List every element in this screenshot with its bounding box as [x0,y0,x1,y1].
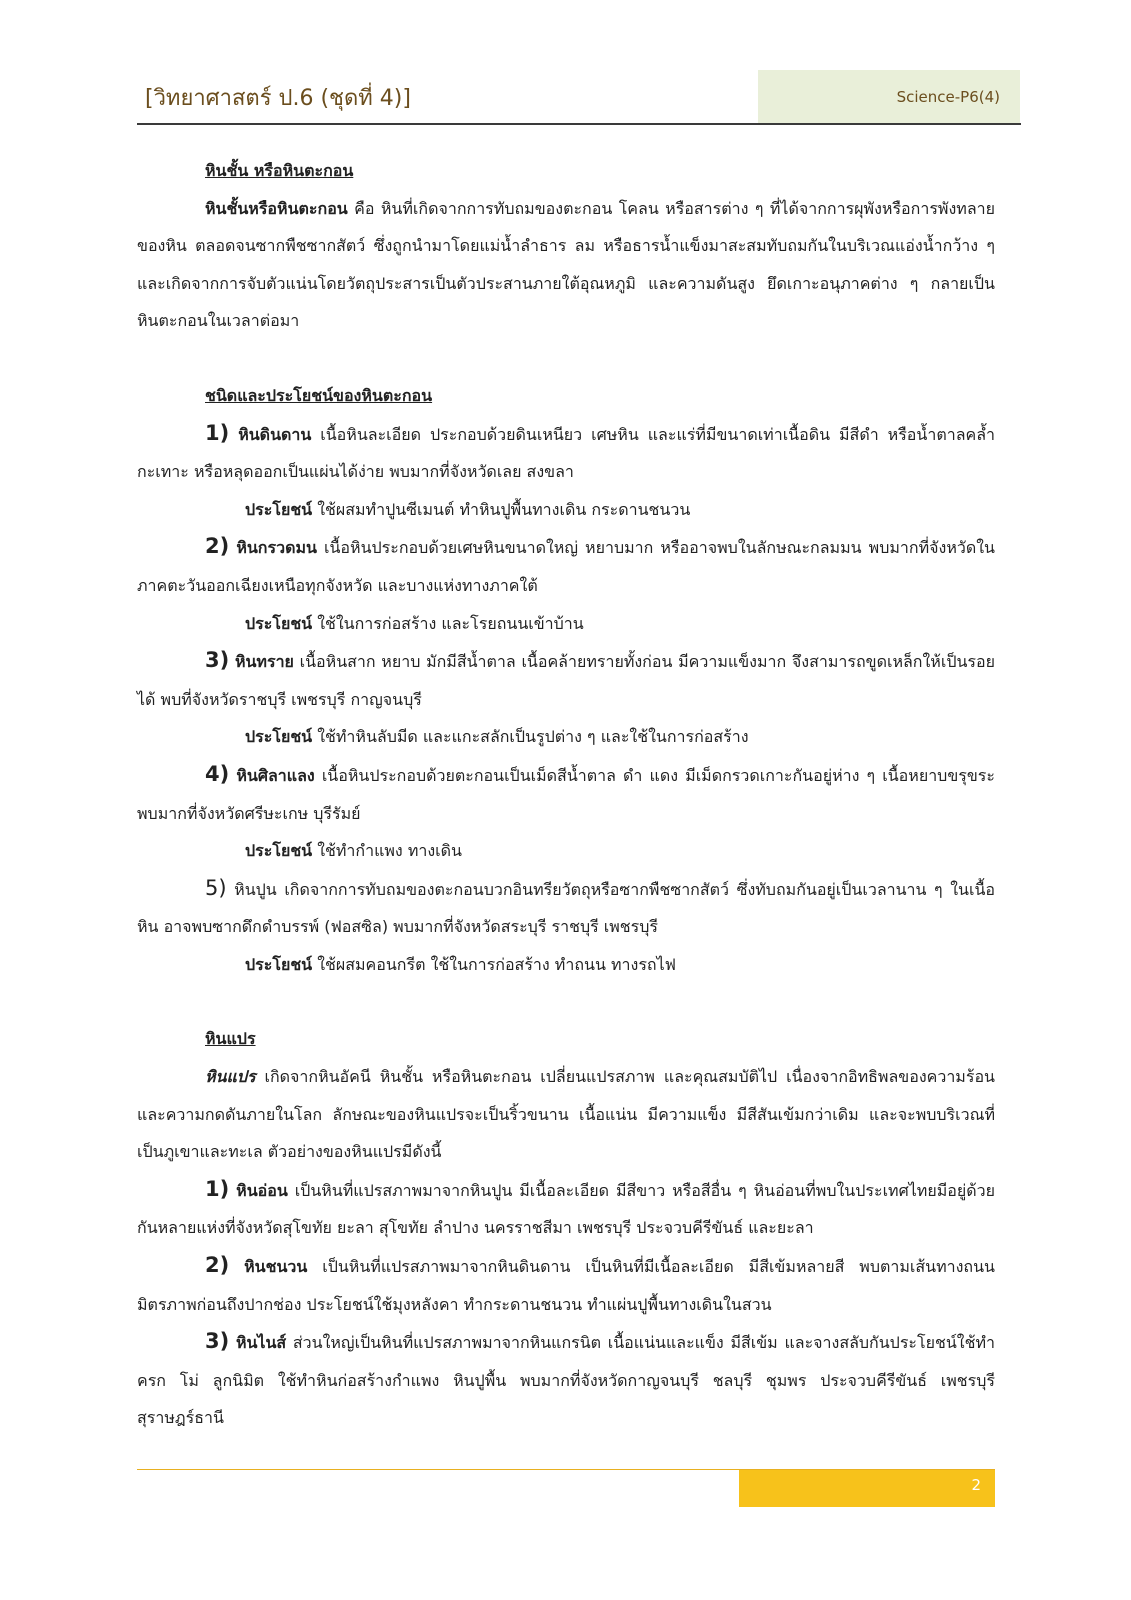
header-divider [137,123,1021,125]
list-item: 2) หินกรวดมน เนื้อหินประกอบด้วยเศษหินขนาดใหญ่ หยาบมาก หรืออาจพบในลักษณะกลมมน พบมากที่จังหวัดในภาคตะวันออกเฉียงเหนือทุกจังหวัด และบางแห่งทางภาคใต้ [137,534,995,595]
document-code: Science-P6(4) [896,88,1000,106]
list-item: 5) หินปูน เกิดจากการทับถมของตะกอนบวกอินทรียวัตถุหรือซากพืชซากสัตว์ ซึ่งทับถมกันอยู่เป็นเวลานาน ๆ ในเนื้อหิน อาจพบซากดึกดำบรรพ์ (ฟอสซิล) พบมากที่จังหวัดสระบุรี ราชบุรี เพชรบุรี [137,875,995,937]
paragraph-metamorphic: หินแปร เกิดจากหินอัคนี หินชั้น หรือหินตะกอน เปลี่ยนแปรสภาพ และคุณสมบัติไป เนื่องจากอิทธิพลของความร้อนและความกดดันภายในโลก ลักษณะของหินแปรจะเป็นริ้วขนาน เนื้อแน่น มีความแข็ง มีสีสันเข้มกว่าเดิม และจะพบบริเวณที่เป็นภูเขาและทะเล ตัวอย่างของหินแปรมีดังนี้ [137,1067,995,1162]
list-item: 1) หินดินดาน เนื้อหินละเอียด ประกอบด้วยดินเหนียว เศษหิน และแร่ที่มีขนาดเท่าเนื้อดิน มีสีดำ หรือน้ำตาลคล้ำ กะเทาะ หรือหลุดออกเป็นแผ่นได้ง่าย พบมากที่จังหวัดเลย สงขลา [137,420,995,482]
term-sedimentary: หินชั้นหรือหินตะกอน [205,198,348,218]
term-metamorphic: หินแปร [205,1067,256,1087]
rock-name: หินชนวน [244,1257,308,1277]
page-number: 2 [971,1476,981,1494]
rock-name: หินดินดาน [238,424,312,444]
list-item: 2) หินชนวน เป็นหินที่แปรสภาพมาจากหินดินดาน เป็นหินที่มีเนื้อละเอียด มีสีเข้มหลายสี พบตามเส้นทางถนนมิตรภาพก่อนถึงปากช่อง ประโยชน์ใช้มุงหลังคา ทำกระดานชนวน ทำแผ่นปูพื้นทางเดินในสวน [137,1253,995,1314]
paragraph-sedimentary [137,190,995,340]
list-item: 4) หินศิลาแลง เนื้อหินประกอบด้วยตะกอนเป็นเม็ดสีน้ำตาล ดำ แดง มีเม็ดกรวดเกาะกันอยู่ห่าง ๆ เนื้อหยาบขรุขระ พบมากที่จังหวัดศรีษะเกษ บุรีรัมย์ [137,761,995,823]
section-heading-metamorphic: หินแปร [205,1029,256,1049]
header-code-box [758,70,1020,123]
section-heading-sedimentary: หินชั้น หรือหินตะกอน [205,161,354,180]
rock-name: หินไนส์ [235,1333,287,1353]
footer-page-box [739,1470,995,1507]
list-item: 1) หินอ่อน เป็นหินที่แปรสภาพมาจากหินปูน มีเนื้อละเอียด มีสีขาว หรือสีอื่น ๆ หินอ่อนที่พบในประเทศไทยมีอยู่ด้วยกันหลายแห่งที่จังหวัดสุโขทัย ยะลา สุโขทัย ลำปาง นครราชสีมา เพชรบุรี ประจวบคีรีขันธ์ และยะลา [137,1176,995,1238]
use-line: ประโยชน์ ใช้ทำหินลับมีด และแกะสลักเป็นรูปต่าง ๆ และใช้ในการก่อสร้าง [245,727,749,747]
list-item: 3) หินไนส์ ส่วนใหญ่เป็นหินที่แปรสภาพมาจากหินแกรนิต เนื้อแน่นและแข็ง มีสีเข้ม และจางสลับกันประโยชน์ใช้ทำครก โม่ ลูกนิมิต ใช้ทำหินก่อสร้างกำแพง หินปูพื้น พบมากที่จังหวัดกาญจนบุรี ชลบุรี ชุมพร ประจวบคีรีขันธ์ เพชรบุรี สุราษฎร์ธานี [137,1329,995,1428]
text-sedimentary: คือ หินที่เกิดจากการทับถมของตะกอน โคลน หรือสารต่าง ๆ ที่ได้จากการผุพังหรือการพังทลายของหิน ตลอดจนซากพืชซากสัตว์ ซึ่งถูกนำมาโดยแม่น้ำลำธาร ลม หรือธารน้ำแข็งมาสะสมทับถมกันในบริเวณแอ่งน้ำกว้าง ๆ และเกิดจากการจับตัวแน่นโดยวัตถุประสารเป็นตัวประสานภายใต้อุณหภูมิ และความดันสูง ยึดเกาะอนุภาคต่าง ๆ กลายเป็นหินตะกอนในเวลาต่อมา [137,198,995,331]
use-line: ประโยชน์ ใช้ในการก่อสร้าง และโรยถนนเข้าบ้าน [245,613,584,633]
rock-name: หินศิลาแลง [236,765,315,785]
section-heading-types-uses: ชนิดและประโยชน์ของหินตะกอน [205,385,433,405]
use-line: ประโยชน์ ใช้ทำกำแพง ทางเดิน [245,841,462,861]
document-title: [วิทยาศาสตร์ ป.6 (ชุดที่ 4)] [145,86,411,111]
list-item: 3) หินทราย เนื้อหินสาก หยาบ มักมีสีน้ำตาล เนื้อคล้ายทรายทั้งก่อน มีความแข็งมาก จึงสามารถขูดเหล็กให้เป็นรอยได้ พบที่จังหวัดราชบุรี เพชรบุรี กาญจนบุรี [137,648,995,709]
page-content [137,152,995,1437]
use-line: ประโยชน์ ใช้ผสมทำปูนซีเมนต์ ทำหินปูพื้นทางเดิน กระดานชนวน [245,499,691,519]
rock-name: หินกรวดมน [236,538,317,558]
rock-name: หินทราย [234,652,294,672]
rock-name: หินอ่อน [236,1180,288,1200]
use-line: ประโยชน์ ใช้ผสมคอนกรีต ใช้ในการก่อสร้าง ทำถนน ทางรถไฟ [245,954,676,974]
